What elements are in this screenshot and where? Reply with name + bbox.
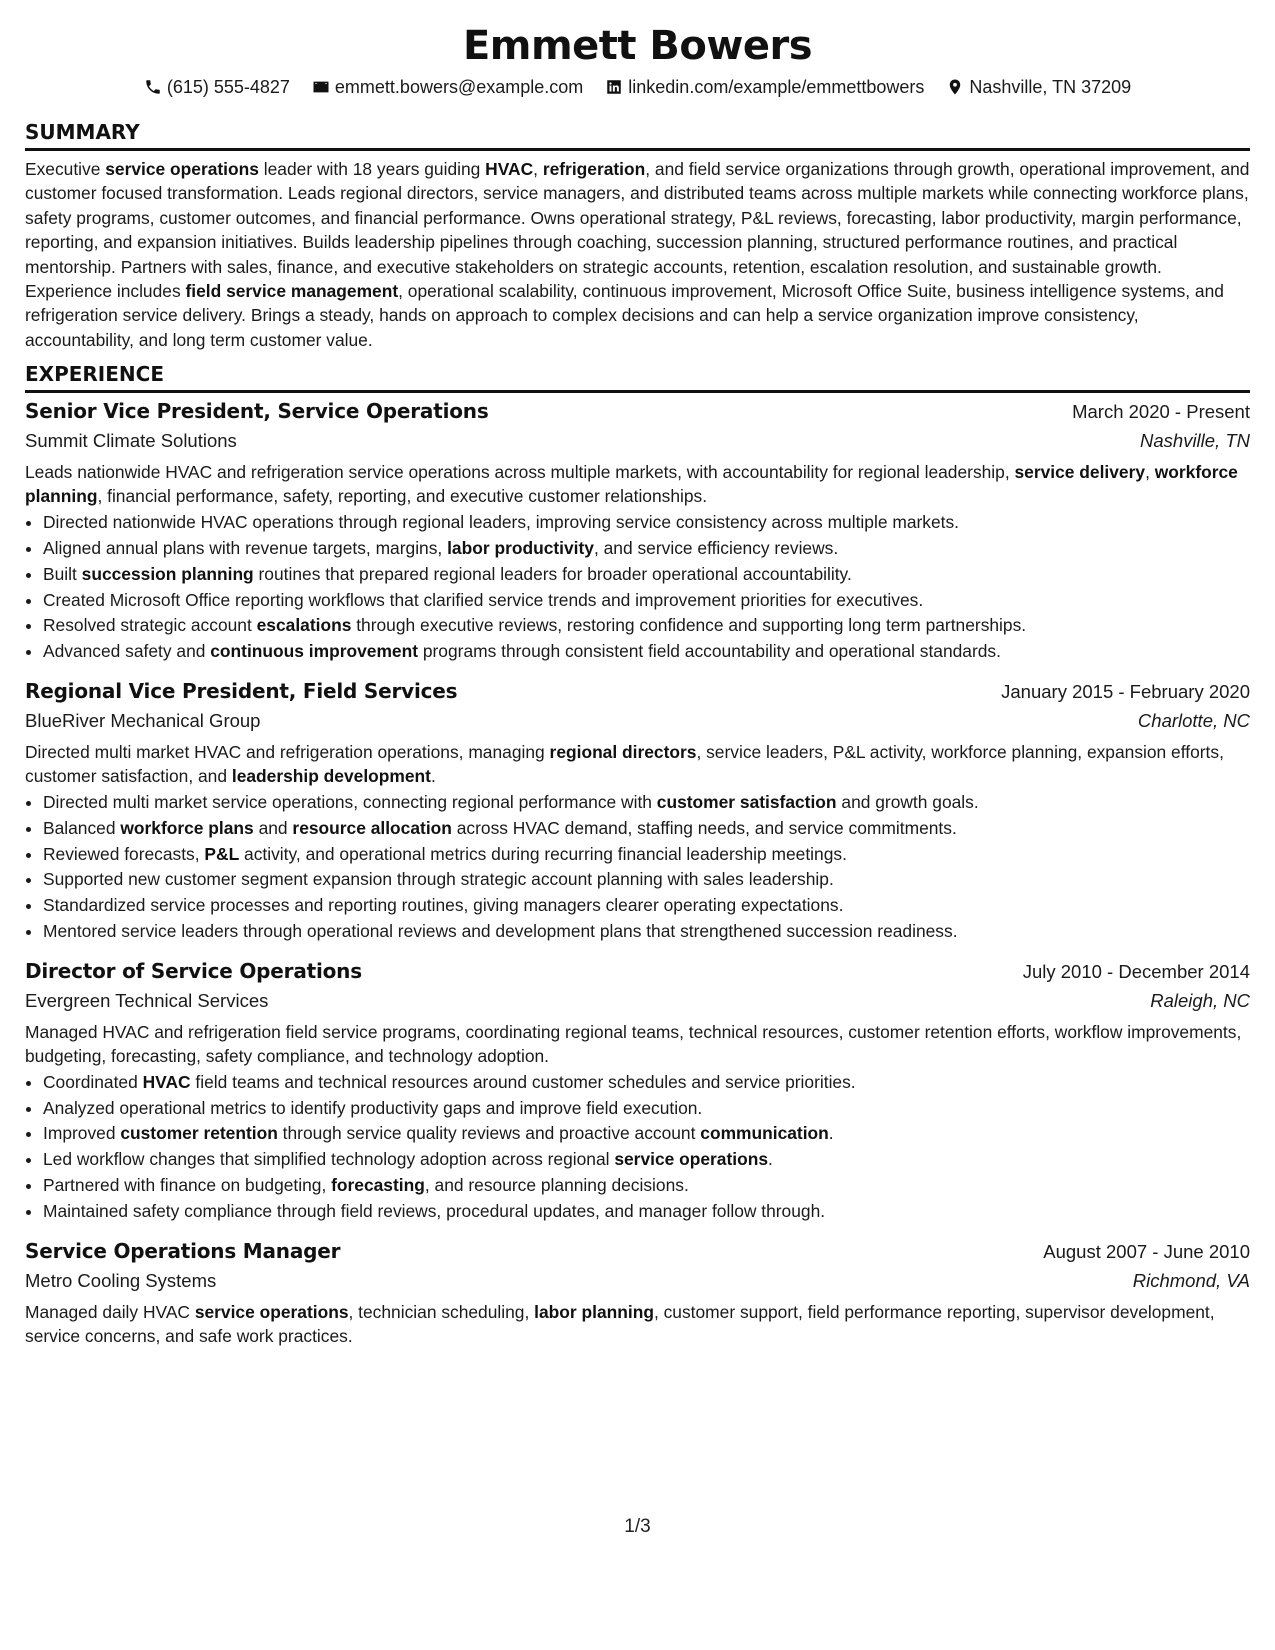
job-description [25, 740, 1250, 788]
job-bullet [43, 1173, 1250, 1199]
bold-keyword: regional directors [549, 742, 697, 763]
job-description [25, 460, 1250, 508]
bold-keyword: customer retention [120, 1123, 278, 1144]
bold-keyword: workforce plans [120, 817, 254, 838]
bold-keyword: HVAC [142, 1071, 191, 1092]
bold-keyword: field service management [185, 281, 399, 302]
text-segment: Supported new customer segment expansion through strategic account planning with sales leadership. [43, 869, 834, 890]
text-segment: , technician scheduling, [348, 1301, 535, 1322]
text-segment: , [533, 159, 543, 179]
text-segment: , [1145, 462, 1155, 483]
text-segment: Managed HVAC and refrigeration field service programs, coordinating regional teams, technical resources, customer retention efforts, workflow improvements, budgeting, forecasting, safety compliance, and technology adoption. [25, 1021, 1242, 1066]
bold-keyword: labor planning [534, 1301, 654, 1322]
text-segment: . [828, 1123, 834, 1144]
job-bullet [43, 588, 1250, 614]
job-dates: March 2020 - Present [1072, 401, 1250, 423]
job-bullet [43, 867, 1250, 893]
job-company: Summit Climate Solutions [25, 430, 237, 452]
job-title: Regional Vice President, Field Services [25, 679, 458, 704]
bold-keyword: continuous improvement [210, 641, 419, 662]
phone-text: (615) 555-4827 [166, 77, 290, 97]
text-segment: Advanced safety and [43, 641, 211, 662]
job-location: Richmond, VA [1132, 1269, 1250, 1291]
job-bullet [43, 562, 1250, 588]
job-company: Evergreen Technical Services [25, 989, 269, 1011]
job-entry [25, 957, 1250, 1225]
text-segment: Executive [25, 159, 106, 179]
summary-text [25, 157, 1250, 352]
summary-section [25, 119, 1250, 352]
text-segment: . [768, 1149, 773, 1170]
text-segment: through service quality reviews and proactive account [277, 1123, 701, 1144]
job-location: Nashville, TN [1140, 430, 1250, 452]
text-segment: , service leaders, P&L activity, workforce planning, expansion efforts, customer satisfaction, and [25, 742, 1224, 787]
text-segment: through executive reviews, restoring confidence and supporting long term partnerships. [351, 615, 1027, 636]
email-link[interactable]: emmett.bowers@example.com [334, 77, 584, 97]
bold-keyword: leadership development [231, 766, 431, 787]
job-dates: January 2015 - February 2020 [1001, 681, 1250, 703]
text-segment: Directed multi market service operations, connecting regional performance with [43, 792, 657, 813]
linkedin-icon [605, 78, 623, 96]
text-segment: Partnered with finance on budgeting, [43, 1175, 332, 1195]
text-segment: Built [43, 563, 82, 584]
job-bullet [43, 1199, 1250, 1225]
experience-section [25, 361, 1250, 1347]
job-bullet [43, 816, 1250, 842]
job-bullet [43, 790, 1250, 816]
text-segment: Aligned annual plans with revenue targets, margins, [43, 538, 448, 559]
job-bullet [43, 893, 1250, 919]
job-company: BlueRiver Mechanical Group [25, 710, 261, 732]
job-bullet [43, 536, 1250, 562]
job-bullets [25, 510, 1250, 665]
text-segment: , and service efficiency reviews. [593, 538, 839, 559]
text-segment: Analyzed operational metrics to identify productivity gaps and improve field execution. [43, 1097, 703, 1118]
bold-keyword: HVAC [485, 159, 534, 179]
job-description [25, 1020, 1250, 1068]
bold-keyword: labor productivity [447, 538, 594, 559]
bold-keyword: resource allocation [292, 817, 452, 838]
job-bullet [43, 919, 1250, 945]
envelope-icon [312, 78, 330, 96]
job-bullet [43, 842, 1250, 868]
phone-icon [144, 78, 162, 96]
text-segment: Balanced [43, 817, 121, 838]
text-segment: Reviewed forecasts, [43, 843, 205, 864]
job-company: Metro Cooling Systems [25, 1269, 217, 1291]
text-segment: . [430, 766, 436, 787]
job-title: Service Operations Manager [25, 1238, 341, 1263]
job-title: Director of Service Operations [25, 958, 362, 983]
bold-keyword: escalations [256, 615, 352, 636]
text-segment: routines that prepared regional leaders for broader operational accountability. [253, 563, 852, 584]
job-bullet [43, 1070, 1250, 1096]
job-bullets [25, 790, 1250, 945]
bold-keyword: succession planning [81, 563, 254, 584]
bold-keyword: refrigeration [542, 159, 646, 179]
text-segment: , customer support, field performance reporting, supervisor development, service concerns, and safe work practices. [25, 1301, 1215, 1346]
contact-phone [144, 75, 290, 99]
bold-keyword: service delivery [1014, 462, 1146, 483]
bold-keyword: service operations [194, 1301, 349, 1322]
bold-keyword: service operations [105, 159, 259, 179]
contact-bar [25, 75, 1250, 99]
job-location: Charlotte, NC [1137, 710, 1250, 732]
bold-keyword: P&L [204, 843, 240, 864]
job-dates: August 2007 - June 2010 [1043, 1240, 1250, 1262]
text-segment: , and field service organizations through growth, operational improvement, and customer focused transformation. Leads regional directors, service managers, and distributed teams across multiple markets while connecting workforce plans, safety programs, customer outcomes, and financial performance. Owns operational strategy, P&L reviews, forecasting, labor productivity, margin performance, reporting, and expansion initiatives. Builds leadership pipelines through coaching, succession planning, structured performance routines, and practical mentorship. Partners with sales, finance, and executive stakeholders on strategic accounts, retention, escalation resolution, and sustainable growth. Experience includes [25, 159, 1250, 302]
job-entry [25, 677, 1250, 945]
contact-email[interactable] [312, 75, 583, 99]
text-segment: and growth goals. [836, 792, 979, 813]
text-segment: programs through consistent field accountability and operational standards. [418, 641, 1001, 662]
linkedin-link[interactable]: linkedin.com/example/emmettbowers [628, 77, 925, 97]
job-location: Raleigh, NC [1150, 989, 1250, 1011]
text-segment: , financial performance, safety, reporting, and executive customer relationships. [97, 486, 708, 507]
job-bullet [43, 510, 1250, 536]
text-segment: Directed nationwide HVAC operations through regional leaders, improving service consistency across multiple markets. [43, 512, 960, 533]
job-title: Senior Vice President, Service Operations [25, 399, 489, 424]
text-segment: Mentored service leaders through operational reviews and development plans that strengthened succession readiness. [43, 921, 958, 942]
job-bullet [43, 1096, 1250, 1122]
text-segment: Improved [43, 1123, 121, 1144]
text-segment: Leads nationwide HVAC and refrigeration service operations across multiple markets, with accountability for regional leadership, [25, 462, 1015, 483]
location-text: Nashville, TN 37209 [969, 77, 1132, 97]
text-segment: , and resource planning decisions. [424, 1175, 689, 1195]
text-segment: Maintained safety compliance through field reviews, procedural updates, and manager follow through. [43, 1200, 826, 1221]
bold-keyword: service operations [614, 1149, 769, 1170]
job-bullet [43, 613, 1250, 639]
job-entry [25, 1237, 1250, 1348]
summary-heading: SUMMARY [25, 119, 1250, 151]
text-segment: field teams and technical resources around customer schedules and service priorities. [190, 1071, 856, 1092]
bold-keyword: customer satisfaction [656, 792, 837, 813]
text-segment: Resolved strategic account [43, 615, 257, 636]
job-entry [25, 397, 1250, 665]
bold-keyword: forecasting [331, 1175, 425, 1195]
page-number: 1/3 [624, 1516, 651, 1537]
text-segment: activity, and operational metrics during recurring financial leadership meetings. [239, 843, 847, 864]
experience-heading: EXPERIENCE [25, 361, 1250, 393]
job-bullet [43, 1121, 1250, 1147]
text-segment: Led workflow changes that simplified technology adoption across regional [43, 1149, 615, 1170]
text-segment: , operational scalability, continuous improvement, Microsoft Office Suite, business intelligence systems, and refrigeration service delivery. Brings a steady, hands on approach to complex decisions and can help a service organization improve consistency, accountability, and long term customer value. [25, 281, 1224, 350]
text-segment: Created Microsoft Office reporting workflows that clarified service trends and improvement priorities for executives. [43, 589, 924, 610]
job-bullets [25, 1070, 1250, 1225]
bold-keyword: workforce planning [25, 462, 1238, 507]
job-bullet [43, 1147, 1250, 1173]
job-bullet [43, 639, 1250, 665]
contact-linkedin[interactable] [605, 75, 924, 99]
job-dates: July 2010 - December 2014 [1022, 960, 1250, 982]
text-segment: Coordinated [43, 1071, 143, 1092]
text-segment: across HVAC demand, staffing needs, and service commitments. [451, 817, 957, 838]
text-segment: Managed daily HVAC [25, 1301, 195, 1322]
text-segment: and [253, 817, 293, 838]
contact-location [946, 75, 1131, 99]
bold-keyword: communication [700, 1123, 829, 1144]
resume-page [25, 22, 1250, 1348]
job-description [25, 1300, 1250, 1348]
map-pin-icon [946, 78, 964, 96]
text-segment: Directed multi market HVAC and refrigeration operations, managing [25, 742, 550, 763]
candidate-name: Emmett Bowers [462, 23, 813, 69]
text-segment: Standardized service processes and reporting routines, giving managers clearer operating expectations. [43, 895, 844, 916]
text-segment: leader with 18 years guiding [258, 159, 486, 179]
